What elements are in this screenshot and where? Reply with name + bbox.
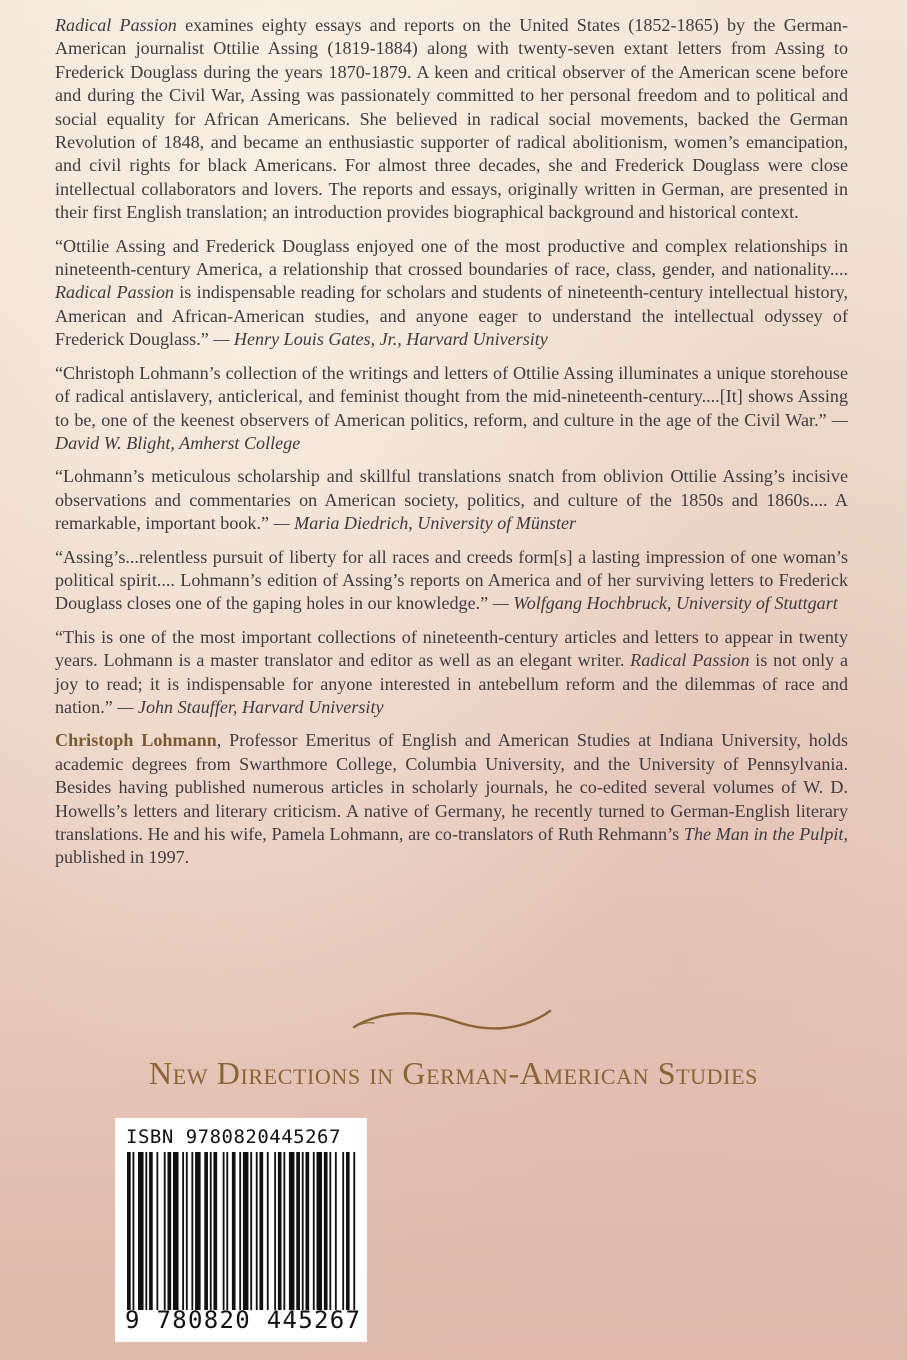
blurb-blight — [55, 362, 848, 456]
ean-digits: 9 780820 445267 — [125, 1306, 362, 1334]
blurb-book-title: Radical Passion — [55, 282, 174, 303]
book-title-italic: Radical Passion — [55, 15, 177, 35]
barcode-box — [115, 1118, 367, 1342]
isbn-label: ISBN 9780820445267 — [126, 1126, 341, 1148]
blurb-text: “This is one of the most important collections of nineteenth-century articles and letters to appear in twenty years. Lohmann is a master translator and editor as well as an elegant writer. — [55, 626, 848, 671]
barcode-icon — [127, 1152, 357, 1310]
back-cover-text — [55, 14, 848, 880]
blurb-text: “Christoph Lohmann’s collection of the writings and letters of Ottilie Assing illuminates a unique storehouse of radical antislavery, anticlerical, and feminist thought from the mid-nineteenth-century....[It] shows Assing to be, one of the keenest observers of American politics, reform, and culture in the age of the Civil War.” — [55, 362, 848, 430]
blurb-book-title: Radical Passion — [630, 650, 750, 671]
blurb-hochbruck — [55, 546, 848, 616]
blurb-gates — [55, 235, 848, 352]
blurb-attribution: — Henry Louis Gates, Jr., Harvard University — [213, 329, 548, 350]
swash-ornament-icon — [350, 1005, 555, 1039]
blurb-attribution: — Wolfgang Hochbruck, University of Stuttgart — [492, 593, 838, 614]
blurb-attribution: — Maria Diedrich, University of Münster — [273, 513, 577, 534]
author-bio-text-end: , published in 1997. — [55, 824, 848, 868]
blurb-attribution: — John Stauffer, Harvard University — [117, 696, 384, 717]
series-title: New Directions in German-American Studies — [149, 1055, 758, 1091]
author-bio — [55, 729, 848, 869]
book-description — [55, 14, 848, 225]
blurb-text: “Lohmann’s meticulous scholarship and skillful translations snatch from oblivion Ottilie Assing’s incisive observations and commentaries on American society, politics, and culture of the 1850s and 1860s.... A remarkable, important book.” — [55, 466, 848, 534]
blurb-text: “Assing’s...relentless pursuit of liberty for all races and creeds form[s] a lasting impression of one woman’s political spirit.... Lohmann’s edition of Assing’s reports on America and of her surviving letters to Frederick Douglass closes one of the gaping holes in our knowledge.” — [55, 546, 848, 614]
author-bio-text: , Professor Emeritus of English and American Studies at Indiana University, holds academic degrees from Swarthmore College, Columbia University, and the University of Pennsylvania. Besides having published numerous articles in scholarly journals, he co-edited several volumes of W. D. Howells’s letters and literary criticism. A native of Germany, he recently turned to German-English literary translations. He and his wife, Pamela Lohmann, are co-translators of Ruth Rehmann’s — [55, 730, 848, 844]
author-bio-book-title: The Man in the Pulpit — [683, 824, 844, 844]
blurb-stauffer — [55, 626, 848, 720]
blurb-text: is indispensable reading for scholars and students of nineteenth-century intellectual history, American and African-American studies, and anyone eager to understand the intellectual odyssey of Frederick Douglass.” — [55, 282, 848, 350]
author-name: Christoph Lohmann — [55, 730, 217, 751]
blurb-diedrich — [55, 465, 848, 535]
blurb-text: “Ottilie Assing and Frederick Douglass enjoyed one of the most productive and complex relationships in nineteenth-century America, a relationship that crossed boundaries of race, class, gender, and nationality.... — [55, 235, 848, 280]
blurb-attribution: — David W. Blight, Amherst College — [55, 409, 848, 453]
blurb-text: is not only a joy to read; it is indispensable for anyone interested in antebellum reform and the dilemmas of race and nation.” — [55, 650, 849, 717]
description-text: examines eighty essays and reports on the United States (1852-1865) by the German-American journalist Ottilie Assing (1819-1884) along with twenty-seven extant letters from Assing to Frederick Douglass during the years 1870-1879. A keen and critical observer of the American scene before and during the Civil War, Assing was passionately committed to her personal freedom and to political and social equality for African Americans. She believed in radical social movements, backed the German Revolution of 1848, and became an enthusiastic supporter of radical abolitionism, women’s emancipation, and civil rights for black Americans. For almost three decades, she and Frederick Douglass were close intellectual collaborators and lovers. The reports and essays, originally written in German, are presented in their first English translation; an introduction provides biographical background and historical context. — [55, 15, 848, 223]
